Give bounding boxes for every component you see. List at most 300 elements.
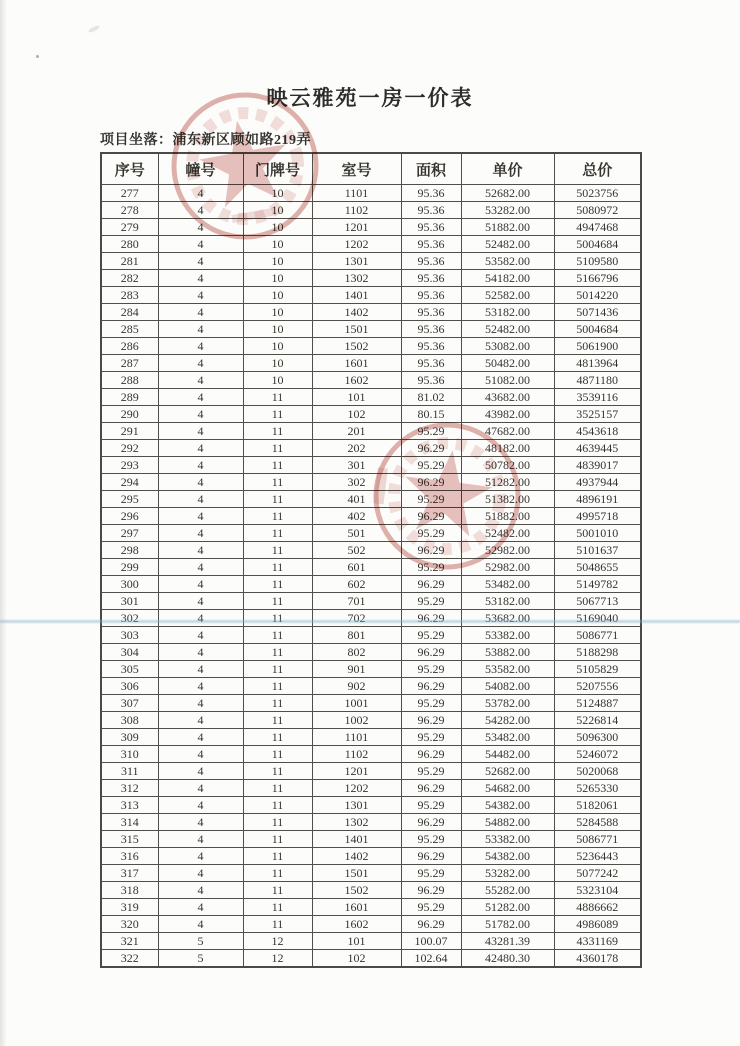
col-header-area: 面积 xyxy=(401,153,461,185)
cell-room-no: 302 xyxy=(312,474,401,491)
cell-total-price: 5096300 xyxy=(554,729,641,746)
cell-index: 283 xyxy=(101,287,158,304)
cell-room-no: 601 xyxy=(312,559,401,576)
cell-building-no: 4 xyxy=(158,729,243,746)
cell-building-no: 4 xyxy=(158,287,243,304)
cell-index: 305 xyxy=(101,661,158,678)
cell-index: 315 xyxy=(101,831,158,848)
table-row xyxy=(101,593,641,610)
cell-room-no: 1402 xyxy=(312,304,401,321)
cell-room-no: 1202 xyxy=(312,236,401,253)
cell-unit-price: 52582.00 xyxy=(461,287,554,304)
cell-door-no: 11 xyxy=(243,576,312,593)
table-row xyxy=(101,270,641,287)
cell-area: 96.29 xyxy=(401,712,461,729)
cell-total-price: 5149782 xyxy=(554,576,641,593)
table-row xyxy=(101,491,641,508)
cell-total-price: 4986089 xyxy=(554,916,641,933)
cell-room-no: 402 xyxy=(312,508,401,525)
cell-total-price: 5086771 xyxy=(554,627,641,644)
cell-index: 299 xyxy=(101,559,158,576)
table-row xyxy=(101,831,641,848)
cell-building-no: 4 xyxy=(158,661,243,678)
cell-area: 95.29 xyxy=(401,525,461,542)
cell-building-no: 4 xyxy=(158,644,243,661)
cell-unit-price: 53382.00 xyxy=(461,627,554,644)
table-row xyxy=(101,474,641,491)
cell-room-no: 1601 xyxy=(312,899,401,916)
cell-unit-price: 54482.00 xyxy=(461,746,554,763)
cell-room-no: 1202 xyxy=(312,780,401,797)
cell-unit-price: 53682.00 xyxy=(461,610,554,627)
table-row xyxy=(101,678,641,695)
cell-area: 95.29 xyxy=(401,695,461,712)
cell-total-price: 5071436 xyxy=(554,304,641,321)
cell-total-price: 5048655 xyxy=(554,559,641,576)
cell-unit-price: 54682.00 xyxy=(461,780,554,797)
cell-door-no: 11 xyxy=(243,474,312,491)
cell-door-no: 11 xyxy=(243,780,312,797)
cell-room-no: 1501 xyxy=(312,321,401,338)
price-table xyxy=(100,152,642,968)
cell-door-no: 10 xyxy=(243,372,312,389)
table-row xyxy=(101,882,641,899)
cell-door-no: 10 xyxy=(243,253,312,270)
cell-area: 95.36 xyxy=(401,236,461,253)
cell-area: 96.29 xyxy=(401,848,461,865)
cell-unit-price: 53482.00 xyxy=(461,576,554,593)
cell-area: 95.36 xyxy=(401,202,461,219)
cell-unit-price: 51382.00 xyxy=(461,491,554,508)
cell-building-no: 4 xyxy=(158,355,243,372)
cell-door-no: 11 xyxy=(243,593,312,610)
cell-door-no: 11 xyxy=(243,712,312,729)
cell-room-no: 1301 xyxy=(312,253,401,270)
cell-room-no: 701 xyxy=(312,593,401,610)
cell-unit-price: 55282.00 xyxy=(461,882,554,899)
cell-index: 285 xyxy=(101,321,158,338)
table-row xyxy=(101,304,641,321)
cell-unit-price: 54382.00 xyxy=(461,848,554,865)
cell-unit-price: 51282.00 xyxy=(461,474,554,491)
table-row xyxy=(101,610,641,627)
scan-artifact-speck xyxy=(36,55,39,58)
cell-building-no: 4 xyxy=(158,712,243,729)
cell-total-price: 4839017 xyxy=(554,457,641,474)
project-location: 项目坐落：浦东新区顾如路219弄 xyxy=(100,133,311,148)
cell-unit-price: 48182.00 xyxy=(461,440,554,457)
cell-area: 95.29 xyxy=(401,593,461,610)
table-row xyxy=(101,950,641,968)
cell-total-price: 5004684 xyxy=(554,321,641,338)
cell-index: 297 xyxy=(101,525,158,542)
cell-unit-price: 52682.00 xyxy=(461,763,554,780)
cell-index: 282 xyxy=(101,270,158,287)
cell-index: 303 xyxy=(101,627,158,644)
cell-total-price: 5323104 xyxy=(554,882,641,899)
cell-unit-price: 43682.00 xyxy=(461,389,554,406)
cell-building-no: 4 xyxy=(158,338,243,355)
cell-room-no: 1601 xyxy=(312,355,401,372)
cell-area: 95.29 xyxy=(401,865,461,882)
cell-total-price: 4896191 xyxy=(554,491,641,508)
cell-index: 278 xyxy=(101,202,158,219)
cell-building-no: 4 xyxy=(158,831,243,848)
cell-room-no: 1102 xyxy=(312,202,401,219)
cell-door-no: 11 xyxy=(243,559,312,576)
table-row xyxy=(101,695,641,712)
cell-door-no: 11 xyxy=(243,797,312,814)
cell-index: 291 xyxy=(101,423,158,440)
cell-building-no: 4 xyxy=(158,406,243,423)
table-row xyxy=(101,338,641,355)
cell-area: 95.36 xyxy=(401,304,461,321)
cell-door-no: 11 xyxy=(243,423,312,440)
cell-area: 96.29 xyxy=(401,916,461,933)
cell-total-price: 5080972 xyxy=(554,202,641,219)
cell-door-no: 11 xyxy=(243,627,312,644)
cell-total-price: 5246072 xyxy=(554,746,641,763)
cell-room-no: 1001 xyxy=(312,695,401,712)
cell-total-price: 4331169 xyxy=(554,933,641,950)
cell-unit-price: 52982.00 xyxy=(461,542,554,559)
table-row xyxy=(101,389,641,406)
cell-unit-price: 53282.00 xyxy=(461,202,554,219)
cell-building-no: 4 xyxy=(158,763,243,780)
cell-total-price: 4947468 xyxy=(554,219,641,236)
cell-building-no: 4 xyxy=(158,525,243,542)
cell-area: 100.07 xyxy=(401,933,461,950)
table-row xyxy=(101,406,641,423)
cell-room-no: 501 xyxy=(312,525,401,542)
cell-door-no: 11 xyxy=(243,491,312,508)
scan-artifact-speck xyxy=(88,24,100,33)
cell-unit-price: 43982.00 xyxy=(461,406,554,423)
cell-room-no: 901 xyxy=(312,661,401,678)
cell-door-no: 10 xyxy=(243,202,312,219)
cell-total-price: 5284588 xyxy=(554,814,641,831)
cell-unit-price: 51882.00 xyxy=(461,508,554,525)
cell-index: 286 xyxy=(101,338,158,355)
table-row xyxy=(101,814,641,831)
cell-area: 95.29 xyxy=(401,627,461,644)
cell-total-price: 4871180 xyxy=(554,372,641,389)
cell-room-no: 802 xyxy=(312,644,401,661)
cell-area: 96.29 xyxy=(401,508,461,525)
cell-area: 95.36 xyxy=(401,338,461,355)
cell-building-no: 4 xyxy=(158,508,243,525)
cell-unit-price: 52482.00 xyxy=(461,525,554,542)
cell-building-no: 4 xyxy=(158,916,243,933)
cell-area: 95.36 xyxy=(401,372,461,389)
cell-area: 95.29 xyxy=(401,457,461,474)
cell-door-no: 10 xyxy=(243,287,312,304)
cell-door-no: 11 xyxy=(243,440,312,457)
cell-door-no: 11 xyxy=(243,746,312,763)
cell-building-no: 5 xyxy=(158,950,243,968)
cell-building-no: 4 xyxy=(158,440,243,457)
cell-unit-price: 51782.00 xyxy=(461,916,554,933)
cell-room-no: 1101 xyxy=(312,729,401,746)
table-row xyxy=(101,372,641,389)
cell-area: 95.36 xyxy=(401,253,461,270)
cell-room-no: 101 xyxy=(312,389,401,406)
col-header-unit-price: 单价 xyxy=(461,153,554,185)
cell-room-no: 1501 xyxy=(312,865,401,882)
cell-total-price: 4995718 xyxy=(554,508,641,525)
price-table-body xyxy=(101,185,641,968)
cell-building-no: 4 xyxy=(158,610,243,627)
cell-total-price: 5226814 xyxy=(554,712,641,729)
cell-index: 287 xyxy=(101,355,158,372)
cell-total-price: 5236443 xyxy=(554,848,641,865)
cell-total-price: 5014220 xyxy=(554,287,641,304)
cell-index: 293 xyxy=(101,457,158,474)
cell-index: 298 xyxy=(101,542,158,559)
cell-index: 279 xyxy=(101,219,158,236)
cell-room-no: 1201 xyxy=(312,219,401,236)
cell-total-price: 5001010 xyxy=(554,525,641,542)
cell-door-no: 11 xyxy=(243,882,312,899)
col-header-building-no: 幢号 xyxy=(158,153,243,185)
cell-door-no: 11 xyxy=(243,899,312,916)
table-row xyxy=(101,508,641,525)
table-row xyxy=(101,644,641,661)
cell-door-no: 11 xyxy=(243,916,312,933)
cell-unit-price: 42480.30 xyxy=(461,950,554,968)
cell-index: 308 xyxy=(101,712,158,729)
cell-area: 95.36 xyxy=(401,270,461,287)
cell-room-no: 101 xyxy=(312,933,401,950)
cell-room-no: 702 xyxy=(312,610,401,627)
cell-total-price: 5061900 xyxy=(554,338,641,355)
cell-index: 319 xyxy=(101,899,158,916)
table-row xyxy=(101,542,641,559)
cell-room-no: 1502 xyxy=(312,338,401,355)
cell-area: 96.29 xyxy=(401,610,461,627)
cell-door-no: 10 xyxy=(243,270,312,287)
cell-room-no: 1402 xyxy=(312,848,401,865)
cell-room-no: 301 xyxy=(312,457,401,474)
table-row xyxy=(101,440,641,457)
cell-total-price: 5109580 xyxy=(554,253,641,270)
cell-building-no: 4 xyxy=(158,848,243,865)
table-row xyxy=(101,576,641,593)
table-row xyxy=(101,185,641,202)
cell-unit-price: 51282.00 xyxy=(461,899,554,916)
cell-area: 96.29 xyxy=(401,814,461,831)
cell-door-no: 11 xyxy=(243,542,312,559)
table-row xyxy=(101,746,641,763)
cell-building-no: 4 xyxy=(158,797,243,814)
cell-room-no: 1401 xyxy=(312,831,401,848)
cell-unit-price: 54282.00 xyxy=(461,712,554,729)
cell-unit-price: 53882.00 xyxy=(461,644,554,661)
cell-index: 321 xyxy=(101,933,158,950)
cell-area: 96.29 xyxy=(401,644,461,661)
cell-room-no: 1102 xyxy=(312,746,401,763)
cell-building-no: 4 xyxy=(158,695,243,712)
cell-building-no: 4 xyxy=(158,236,243,253)
cell-unit-price: 53182.00 xyxy=(461,304,554,321)
cell-area: 96.29 xyxy=(401,746,461,763)
table-row xyxy=(101,729,641,746)
cell-total-price: 5101637 xyxy=(554,542,641,559)
cell-building-no: 4 xyxy=(158,372,243,389)
cell-door-no: 11 xyxy=(243,814,312,831)
cell-area: 96.29 xyxy=(401,440,461,457)
cell-room-no: 1302 xyxy=(312,814,401,831)
cell-unit-price: 50782.00 xyxy=(461,457,554,474)
col-header-room-no: 室号 xyxy=(312,153,401,185)
cell-total-price: 5067713 xyxy=(554,593,641,610)
cell-door-no: 11 xyxy=(243,457,312,474)
cell-total-price: 3539116 xyxy=(554,389,641,406)
cell-building-no: 4 xyxy=(158,559,243,576)
cell-area: 95.36 xyxy=(401,185,461,202)
table-row xyxy=(101,559,641,576)
cell-building-no: 4 xyxy=(158,678,243,695)
cell-total-price: 5020068 xyxy=(554,763,641,780)
cell-index: 295 xyxy=(101,491,158,508)
cell-building-no: 4 xyxy=(158,865,243,882)
cell-room-no: 401 xyxy=(312,491,401,508)
table-row xyxy=(101,423,641,440)
cell-index: 320 xyxy=(101,916,158,933)
cell-unit-price: 47682.00 xyxy=(461,423,554,440)
cell-building-no: 4 xyxy=(158,185,243,202)
cell-door-no: 10 xyxy=(243,321,312,338)
cell-total-price: 5105829 xyxy=(554,661,641,678)
cell-room-no: 1401 xyxy=(312,287,401,304)
cell-unit-price: 52482.00 xyxy=(461,236,554,253)
table-row xyxy=(101,712,641,729)
cell-unit-price: 53382.00 xyxy=(461,831,554,848)
cell-unit-price: 53582.00 xyxy=(461,253,554,270)
cell-area: 95.29 xyxy=(401,797,461,814)
cell-total-price: 4937944 xyxy=(554,474,641,491)
cell-total-price: 4543618 xyxy=(554,423,641,440)
table-row xyxy=(101,253,641,270)
table-row xyxy=(101,848,641,865)
cell-door-no: 11 xyxy=(243,406,312,423)
cell-index: 292 xyxy=(101,440,158,457)
cell-index: 290 xyxy=(101,406,158,423)
cell-building-no: 4 xyxy=(158,576,243,593)
cell-area: 96.29 xyxy=(401,474,461,491)
col-header-total-price: 总价 xyxy=(554,153,641,185)
cell-door-no: 11 xyxy=(243,678,312,695)
cell-area: 95.36 xyxy=(401,321,461,338)
cell-index: 317 xyxy=(101,865,158,882)
cell-door-no: 10 xyxy=(243,338,312,355)
cell-area: 95.29 xyxy=(401,423,461,440)
cell-door-no: 11 xyxy=(243,763,312,780)
cell-total-price: 5188298 xyxy=(554,644,641,661)
page-title: 映云雅苑一房一价表 xyxy=(266,86,474,110)
cell-unit-price: 54882.00 xyxy=(461,814,554,831)
table-row xyxy=(101,355,641,372)
cell-door-no: 11 xyxy=(243,831,312,848)
cell-index: 313 xyxy=(101,797,158,814)
cell-total-price: 5077242 xyxy=(554,865,641,882)
table-row xyxy=(101,763,641,780)
cell-building-no: 4 xyxy=(158,882,243,899)
cell-door-no: 10 xyxy=(243,355,312,372)
table-row xyxy=(101,797,641,814)
cell-door-no: 11 xyxy=(243,508,312,525)
cell-total-price: 4813964 xyxy=(554,355,641,372)
cell-room-no: 102 xyxy=(312,950,401,968)
cell-total-price: 5004684 xyxy=(554,236,641,253)
cell-index: 310 xyxy=(101,746,158,763)
cell-area: 95.29 xyxy=(401,729,461,746)
cell-area: 102.64 xyxy=(401,950,461,968)
cell-unit-price: 43281.39 xyxy=(461,933,554,950)
cell-index: 318 xyxy=(101,882,158,899)
cell-building-no: 4 xyxy=(158,780,243,797)
cell-index: 296 xyxy=(101,508,158,525)
cell-area: 96.29 xyxy=(401,678,461,695)
cell-index: 304 xyxy=(101,644,158,661)
cell-index: 302 xyxy=(101,610,158,627)
cell-door-no: 11 xyxy=(243,695,312,712)
cell-room-no: 1602 xyxy=(312,916,401,933)
cell-index: 312 xyxy=(101,780,158,797)
col-header-door-no: 门牌号 xyxy=(243,153,312,185)
cell-door-no: 11 xyxy=(243,610,312,627)
cell-index: 300 xyxy=(101,576,158,593)
cell-total-price: 5086771 xyxy=(554,831,641,848)
cell-index: 322 xyxy=(101,950,158,968)
cell-index: 314 xyxy=(101,814,158,831)
cell-room-no: 202 xyxy=(312,440,401,457)
cell-unit-price: 53782.00 xyxy=(461,695,554,712)
cell-unit-price: 54182.00 xyxy=(461,270,554,287)
cell-unit-price: 53282.00 xyxy=(461,865,554,882)
cell-room-no: 1602 xyxy=(312,372,401,389)
cell-index: 280 xyxy=(101,236,158,253)
cell-area: 95.29 xyxy=(401,559,461,576)
table-row xyxy=(101,219,641,236)
cell-door-no: 11 xyxy=(243,729,312,746)
cell-unit-price: 54082.00 xyxy=(461,678,554,695)
table-row xyxy=(101,525,641,542)
cell-building-no: 5 xyxy=(158,933,243,950)
cell-door-no: 10 xyxy=(243,219,312,236)
cell-index: 281 xyxy=(101,253,158,270)
cell-building-no: 4 xyxy=(158,899,243,916)
cell-index: 301 xyxy=(101,593,158,610)
cell-area: 95.29 xyxy=(401,491,461,508)
cell-index: 307 xyxy=(101,695,158,712)
cell-unit-price: 53582.00 xyxy=(461,661,554,678)
table-row xyxy=(101,661,641,678)
cell-building-no: 4 xyxy=(158,202,243,219)
cell-room-no: 1301 xyxy=(312,797,401,814)
cell-unit-price: 52982.00 xyxy=(461,559,554,576)
cell-area: 96.29 xyxy=(401,780,461,797)
cell-room-no: 201 xyxy=(312,423,401,440)
cell-total-price: 5182061 xyxy=(554,797,641,814)
cell-building-no: 4 xyxy=(158,389,243,406)
cell-door-no: 11 xyxy=(243,525,312,542)
cell-area: 81.02 xyxy=(401,389,461,406)
cell-area: 95.29 xyxy=(401,763,461,780)
cell-index: 277 xyxy=(101,185,158,202)
cell-index: 311 xyxy=(101,763,158,780)
cell-building-no: 4 xyxy=(158,253,243,270)
